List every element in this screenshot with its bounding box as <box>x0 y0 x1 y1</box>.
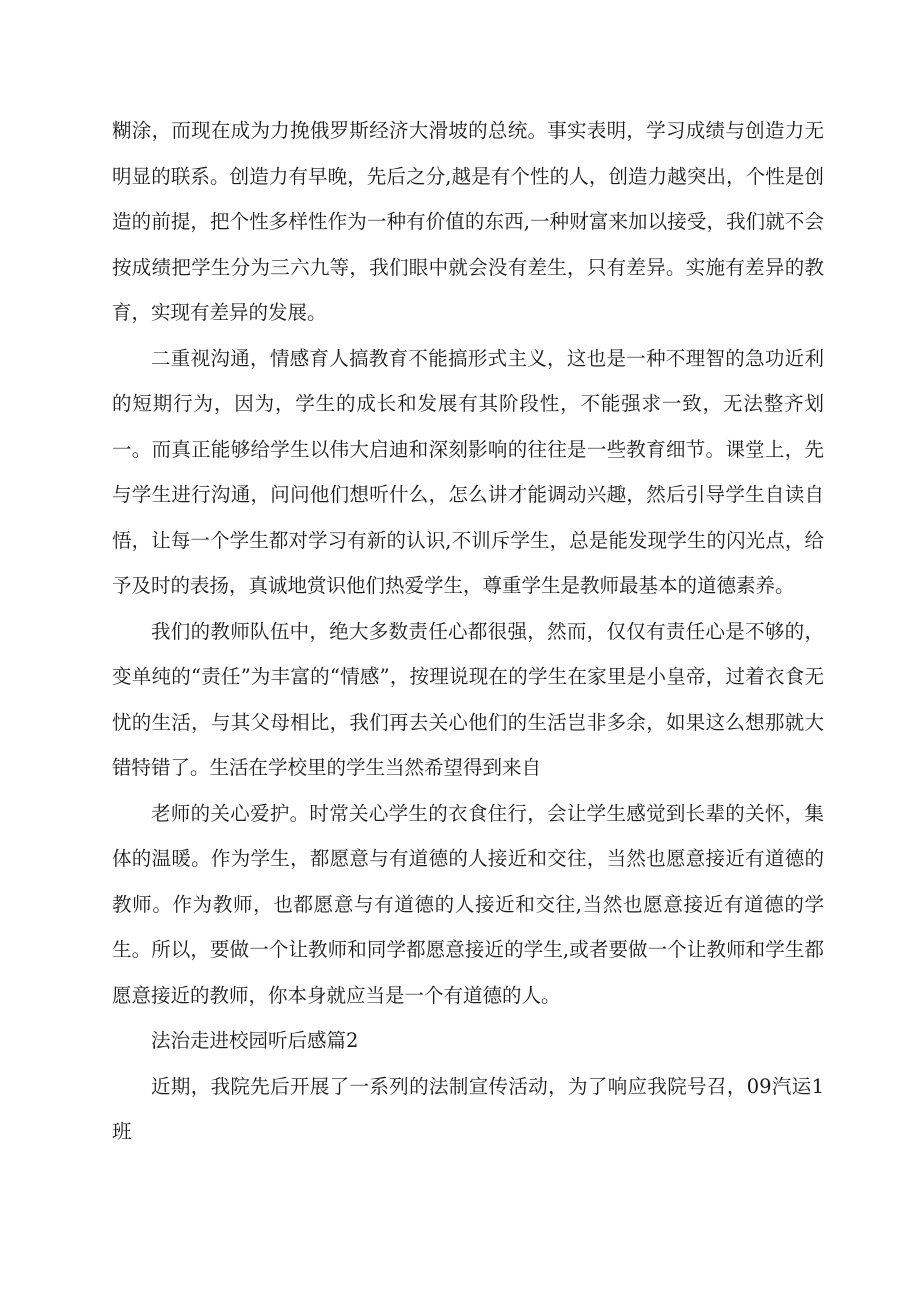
document-body <box>112 108 824 1155</box>
paragraph-care: 老师的关心爱护。时常关心学生的衣食住行，会让学生感觉到长辈的关怀，集体的温暖。作为学生，都愿意与有道德的人接近和交往，当然也愿意接近有道德的教师。作为教师，也都愿意与有道德的人接近和交往,当然也愿意接近有道德的学生。所以，要做一个让教师和同学都愿意接近的学生,或者要做一个让教师和学生都愿意接近的教师，你本身就应当是一个有道德的人。 <box>112 801 824 1007</box>
paragraph-continuation: 糊涂，而现在成为力挽俄罗斯经济大滑坡的总统。事实表明，学习成绩与创造力无明显的联系。创造力有早晚，先后之分,越是有个性的人，创造力越突出，个性是创造的前提，把个性多样性作为一种有价值的东西,一种财富来加以接受，我们就不会按成绩把学生分为三六九等，我们眼中就会没有差生，只有差异。实施有差异的教育，实现有差异的发展。 <box>112 119 824 324</box>
paragraph-communication: 二重视沟通，情感育人搞教育不能搞形式主义，这也是一种不理智的急功近利的短期行为，因为，学生的成长和发展有其阶段性，不能强求一致，无法整齐划一。而真正能够给学生以伟大启迪和深刻影响的往往是一些教育细节。课堂上，先与学生进行沟通，问问他们想听什么，怎么讲才能调动兴趣，然后引导学生自读自悟，让每一个学生都对学习有新的认识,不训斥学生，总是能发现学生的闪光点，给予及时的表扬，真诚地赏识他们热爱学生，尊重学生是教师最基本的道德素养。 <box>112 346 824 597</box>
paragraph-intro: 近期，我院先后开展了一系列的法制宣传活动，为了响应我院号召，09汽运1班 <box>112 1074 824 1143</box>
section-heading: 法治走进校园听后感篇2 <box>151 1029 359 1052</box>
paragraph-responsibility: 我们的教师队伍中，绝大多数责任心都很强，然而，仅仅有责任心是不够的，变单纯的“责任”为丰富的“情感”，按理说现在的学生在家里是小皇帝，过着衣食无忧的生活，与其父母相比，我们再去关心他们的生活岂非多余，如果这么想那就大错特错了。生活在学校里的学生当然希望得到来自 <box>112 619 824 779</box>
